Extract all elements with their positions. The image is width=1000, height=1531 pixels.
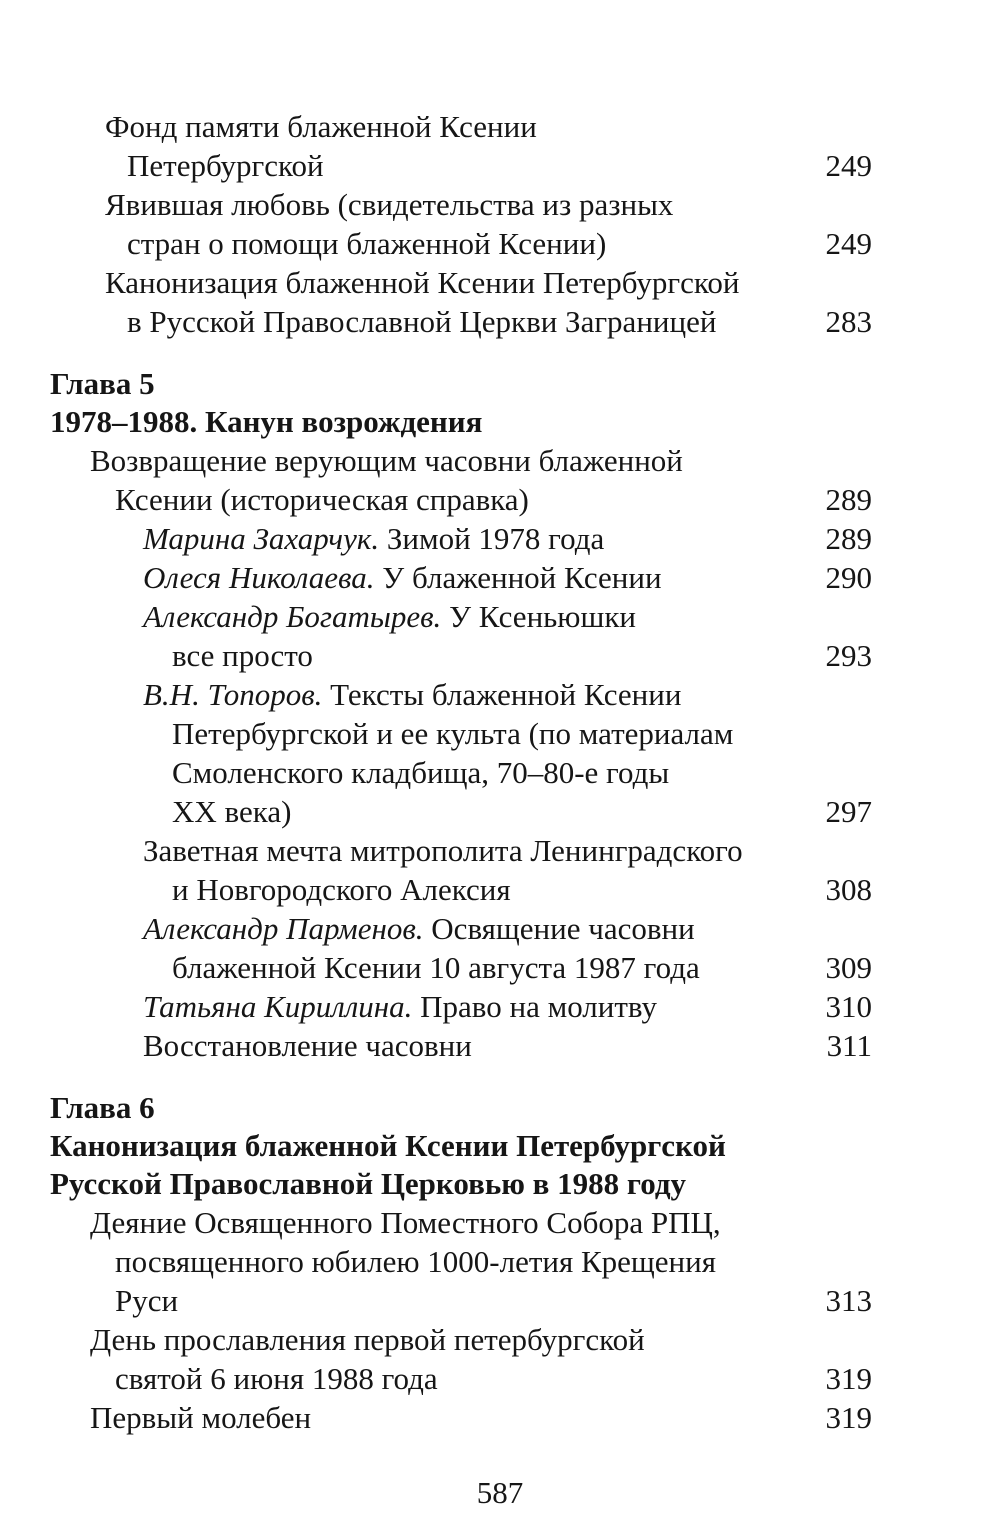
chapter-title: Русской Православной Церковью в 1988 году xyxy=(50,1166,687,1201)
entry-line xyxy=(143,519,604,558)
entry-line xyxy=(143,597,636,636)
entry-line xyxy=(143,675,681,714)
page-ref: 289 xyxy=(825,521,872,556)
page-ref: 319 xyxy=(825,1400,872,1435)
author-name: Александр Богатырев. xyxy=(143,599,442,634)
entry-line: Первый молебен xyxy=(90,1400,312,1435)
page-ref: 309 xyxy=(825,950,872,985)
entry-title: Тексты блаженной Ксении xyxy=(322,677,682,712)
entry-title: У Ксеньюшки xyxy=(441,599,636,634)
page-ref: 290 xyxy=(825,560,872,595)
entry-line: Явившая любовь (свидетельства из разных xyxy=(105,187,674,222)
author-name: Олеся Николаева. xyxy=(143,560,375,595)
page-ref: 297 xyxy=(825,794,872,829)
page-ref: 313 xyxy=(825,1283,872,1318)
entry-line xyxy=(143,909,695,948)
page-ref: 283 xyxy=(825,304,872,339)
entry-line: Канонизация блаженной Ксении Петербургской xyxy=(105,265,740,300)
entry-title: Освящение часовни xyxy=(423,911,695,946)
page-ref: 289 xyxy=(825,482,872,517)
page-ref: 249 xyxy=(825,148,872,183)
author-name: Марина Захарчук. xyxy=(143,521,380,556)
entry-line: Руси xyxy=(115,1283,179,1318)
entry-line: посвященного юбилею 1000-летия Крещения xyxy=(115,1244,716,1279)
page-ref: 310 xyxy=(825,989,872,1024)
author-name: В.Н. Топоров. xyxy=(143,677,323,712)
entry-line: Возвращение верующим часовни блаженной xyxy=(90,443,683,478)
chapter-label: Глава 6 xyxy=(50,1090,155,1125)
entry-line: Деяние Освященного Поместного Собора РПЦ, xyxy=(90,1205,721,1240)
entry-title: Зимой 1978 года xyxy=(379,521,605,556)
chapter-label: Глава 5 xyxy=(50,366,155,401)
entry-line: XX века) xyxy=(172,794,292,829)
entry-line: стран о помощи блаженной Ксении) xyxy=(127,226,607,261)
page-ref: 308 xyxy=(825,872,872,907)
page-ref: 293 xyxy=(825,638,872,673)
entry-line: Петербургской и ее культа (по материалам xyxy=(172,716,734,751)
entry-line: Восстановление часовни xyxy=(143,1028,472,1063)
page-number: 587 xyxy=(476,1475,524,1510)
page-ref: 249 xyxy=(825,226,872,261)
entry-line: Ксении (историческая справка) xyxy=(115,482,529,517)
entry-line: Смоленского кладбища, 70–80-е годы xyxy=(172,755,670,790)
entry-line: День прославления первой петербургской xyxy=(90,1322,645,1357)
entry-title: Право на молитву xyxy=(412,989,657,1024)
entry-title: У блаженной Ксении xyxy=(374,560,662,595)
entry-line: все просто xyxy=(172,638,313,673)
entry-line: святой 6 июня 1988 года xyxy=(115,1361,438,1396)
author-name: Александр Парменов. xyxy=(143,911,424,946)
page-ref: 319 xyxy=(825,1361,872,1396)
entry-line: Заветная мечта митрополита Ленинградского xyxy=(143,833,743,868)
entry-line: Петербургской xyxy=(127,148,324,183)
entry-line xyxy=(143,558,662,597)
chapter-title: Канонизация блаженной Ксении Петербургской xyxy=(50,1128,726,1163)
entry-line xyxy=(143,987,657,1026)
entry-line: в Русской Православной Церкви Заграницей xyxy=(127,304,717,339)
page-ref: 311 xyxy=(826,1028,872,1063)
author-name: Татьяна Кириллина. xyxy=(143,989,413,1024)
entry-line: Фонд памяти блаженной Ксении xyxy=(105,109,537,144)
entry-line: и Новгородского Алексия xyxy=(172,872,511,907)
chapter-title: 1978–1988. Канун возрождения xyxy=(50,404,483,439)
entry-line: блаженной Ксении 10 августа 1987 года xyxy=(172,950,700,985)
